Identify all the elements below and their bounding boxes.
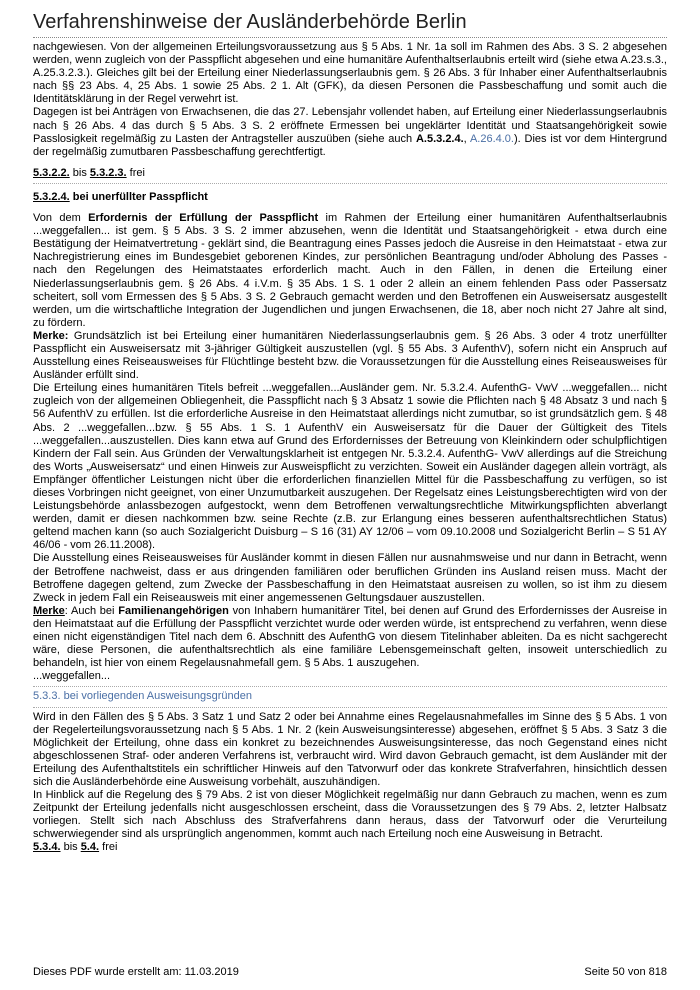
paragraph	[33, 212, 667, 330]
paragraph-text: ...weggefallen...	[33, 670, 111, 683]
section-number[interactable]: 5.3.2.4.	[33, 190, 70, 203]
section-title[interactable]: bei vorliegenden Ausweisungsgründen	[60, 690, 252, 703]
section-link[interactable]: 5.3.4.	[33, 841, 61, 854]
text: bis	[60, 841, 81, 854]
cross-reference-link[interactable]: A.5.3.2.4.	[415, 132, 464, 145]
paragraph-text: Die Erteilung eines humanitären Titels befreit ...weggefallen...Ausländer gem. Nr. 5.3.2.4. AufenthG- VwV ...weggefallen... nicht zugleich von der allgemeinen Obliegenheit, die Passpflicht nach § 3 Absatz 1 sowie die Pflichten nach § 48 Absatz 3 und nach § 56 AufenthV zu erfüllen. Ist die erforderliche Ausreise in den Heimatstaat allerdings nicht zumutbar, so ist grundsätzlich gem. § 48 Abs. 2 ...weggefallen...bzw. § 55 Abs. 1 S. 1 AufenthV ein Ausweisersatz für die Dauer der Gültigkeit des Titels ...weggefallen...auszustellen. Dies kann etwa auf Grund des Erfordernisses der Betreuung von Kleinkindern oder schulpflichtigen Kindern der Fall sein. Aus Gründen der Verwaltungsklarheit ist entgegen Nr. 5.3.2.4. AufenthG- VwV allerdings auf die Streichung des Worts „Ausweisersatz“ und einen Hinweis zur Ausweispflicht zu verzichten. Soweit ein Ausländer dagegen allein vorträgt, als Empfänger öffentlicher Leistungen nicht über die erforderlichen finanziellen Mittel für die Passbeschaffung zu verfügen, so ist dieses Vorbringen nicht geeignet, von einer Unzumutbarkeit auszugehen. Der Regelsatz eines Leistungsberechtigten wird von der Leistungsbehörde anlassbezogen aufgestockt, wenn dem Betroffenen verwaltungsrechtliche Mitwirkungspflichten abverlangt werden, damit er diesen nachkommen bzw. seine Rechte (z.B. zur Erlangung eines besseren aufenthaltsrechtlichen Status) geltend machen kann (so auch Sozialgericht Duisburg – S 16 (31) AY 12/06 – vom 09.10.2008 und Sozialgericht Berlin – S 51 AY 46/06 - vom 26.11.2008).	[33, 382, 667, 552]
paragraph-text: Die Ausstellung eines Reiseausweises für Ausländer kommt in diesen Fällen nur ausnahmsweise und nur dann in Betracht, wenn der Betroffene nachweist, dass er aus dringenden familiären oder beruflichen Gründen ins Ausland reisen muss. Macht der Betroffene dagegen geltend, zum Zwecke der Passbeschaffung in den Heimatstaat ausreisen zu wollen, so ist ihm zu diesem Zweck in jedem Fall ein Reiseausweis mit einer angemessenen Geltungsdauer auszustellen.	[33, 552, 667, 604]
section-link[interactable]: 5.3.2.2.	[33, 166, 70, 179]
section-number[interactable]: 5.3.	[33, 690, 52, 703]
text: :	[64, 604, 68, 617]
free-sections-note	[33, 167, 667, 180]
section-link[interactable]: 5.3.2.3.	[89, 166, 127, 179]
paragraph	[33, 670, 667, 683]
paragraph-text: im Rahmen der Erteilung einer humanitären Aufenthaltserlaubnis ...weggefallen... ist gem. § 5 Abs. 3 S. 2 immer abzusehen, wenn die Identität und Staatsangehörigkeit - etwa durch eine Bestätigung der Heimatvertretung - geklärt sind, die Beantragung eines Passes jedoch die Ausreise in den Heimatstaat - etwa zur Nachregistrierung eines im Bundesgebiet geborenen Kindes, zur persönlichen Beantragung und/oder Abholung des Passes - nach den Regelungen des Heimatstaates erforderlich macht. Auch in den Fällen, in denen die Erteilung einer Niederlassungserlaubnis gem. § 26 Abs. 4 i.V.m. § 35 Abs. 1 S. 1 oder 2 allein an einem fehlenden Pass oder Passersatz scheitert, soll vom Ermessen des § 5 Abs. 3 S. 2 Gebrauch gemacht werden und den Betroffenen ein Ausweisersatz ausgestellt werden, um die wirtschaftliche Integration der Jugendlichen und jungen Erwachsenen, die 18, aber noch nicht 27 Jahre alt sind, zu fördern.	[33, 212, 667, 329]
paragraph-text: Wird in den Fällen des § 5 Abs. 3 Satz 1 und Satz 2 oder bei Annahme eines Regelausnahmefalles im Sinne des § 5 Abs. 1 von der Regelerteilungsvoraussetzung nach § 5 Abs. 1 Nr. 2 (kein Ausweisungsinteresse) abgesehen, eröffnet § 5 Abs. 3 Satz 3 die Möglichkeit der Erteilung, ohne dass ein konkret zu bezeichnendes Ausweisungsinteresse, das noch Gegenstand eines nicht abgeschlossenen Straf- oder anderen Verfahrens ist, verbraucht wird. Wird davon Gebrauch gemacht, ist dem Ausländer mit der Erteilung des Aufenthaltstitels ein schriftlicher Hinweis auf den Tatvorwurf oder das konkrete Strafverfahren, hinsichtlich dessen sich die Ausländerbehörde eine Ausweisung vorbehält, auszuhändigen.	[33, 710, 667, 788]
divider	[33, 707, 667, 708]
paragraph	[33, 382, 667, 552]
text: frei	[126, 166, 145, 179]
paragraph	[33, 106, 667, 158]
cross-reference-link[interactable]: A.26.4.0.	[469, 132, 514, 145]
emphasis-text: Erfordernis der Erfüllung der Passpflicht	[88, 212, 319, 225]
note-label: Merke	[33, 604, 65, 617]
paragraph-text: Von dem	[33, 212, 89, 225]
section-link[interactable]: 5.4.	[80, 841, 100, 854]
separator: ,	[463, 132, 470, 145]
paragraph-text: Auch bei	[67, 604, 119, 617]
section-heading	[33, 191, 667, 204]
paragraph	[33, 41, 667, 106]
document-body	[33, 41, 667, 855]
text: bis	[69, 166, 90, 179]
section-title: bei unerfüllter Passpflicht	[69, 190, 208, 203]
paragraph	[33, 605, 667, 670]
paragraph-text: von Inhabern humanitärer Titel, bei denen auf Grund des Erfordernisses der Ausreise in den Heimatstaat auf die Erfüllung der Passpflicht verzichtet wurde oder werden würde, ist entsprechend zu verfahren, wenn diese einen nicht eigenständigen Titel nach dem 6. Abschnitt des AufenthG von diesem Titelinhaber ableiten. Da es nicht sachgerecht wäre, diese Personen, die aufenthaltsrechtlich als eine familiäre Lebensgemeinschaft gelten, insoweit unterschiedlich zu behandeln, ist hier von einem Regelausnahmefall gem. § 5 Abs. 1 auszugehen.	[33, 604, 667, 670]
paragraph	[33, 789, 667, 841]
paragraph	[33, 330, 667, 382]
note-label: Merke:	[33, 329, 69, 342]
paragraph	[33, 711, 667, 790]
divider	[33, 183, 667, 184]
text: frei	[99, 841, 118, 854]
footer-page-number: Seite 50 von 818	[584, 966, 667, 978]
paragraph-text: nachgewiesen. Von der allgemeinen Erteilungsvoraussetzung aus § 5 Abs. 1 Nr. 1a soll im Rahmen des Abs. 3 S. 2 abgesehen werden, wenn zugleich von der Passpflicht abgesehen und eine humanitäre Aufenthaltserlaubnis erteilt wird (siehe etwa A.23.s.3., A.25.3.2.3.). Gleiches gilt bei der Erteilung einer Niederlassungserlaubnis gem. § 26 Abs. 3 für Inhaber einer Aufenthaltserlaubnis nach §§ 23 Abs. 4, 25 Abs. 1 sowie 25 Abs. 2 1. Alt (GFK), da diesen Personen die Passbeschaffung und somit auch die Identitätsklärung in der Regel verwehrt ist.	[33, 41, 667, 106]
paragraph-text: Grundsätzlich ist bei Erteilung einer humanitären Niederlassungserlaubnis gem. § 26 Abs. 3 oder 4 trotz unerfüllter Passpflicht ein Ausweisersatz mit 3-jähriger Gültigkeit auszustellen (vgl. § 55 Abs. 3 AufenthV), sofern nicht ein Anspruch auf Ausstellung eines Reiseausweises für Flüchtlinge besteht bzw. die Voraussetzungen für die Ausstellung eines Reiseausweises für Ausländer erfüllt sind.	[33, 329, 667, 382]
free-sections-note	[33, 841, 667, 854]
page-title: Verfahrenshinweise der Ausländerbehörde Berlin	[33, 9, 667, 38]
paragraph-text: ). Dies ist vor dem Hintergrund der regelmäßig zumutbaren Passbeschaffung gerechtfertigt.	[33, 132, 667, 158]
section-heading	[33, 690, 667, 703]
section-number-suffix[interactable]: 3.	[51, 690, 61, 703]
emphasis-text: Familienangehörigen	[118, 604, 229, 617]
paragraph-text: In Hinblick auf die Regelung des § 79 Abs. 2 ist von dieser Möglichkeit regelmäßig nur dann Gebrauch zu machen, wenn es zum Zeitpunkt der Erteilung jedenfalls nicht ausgeschlossen erscheint, dass die Voraussetzungen des § 79 Abs. 2, letzter Halbsatz vorliegen. Stellt sich nach Abschluss des Strafverfahrens dann heraus, dass der Tatvorwurf oder die Verurteilung schwerwiegender sind als ursprünglich angenommen, kommt auch nach Erteilung noch eine Ausweisung in Betracht.	[33, 789, 667, 841]
divider	[33, 686, 667, 687]
paragraph	[33, 552, 667, 604]
paragraph-text: Dagegen ist bei Anträgen von Erwachsenen, die das 27. Lebensjahr vollendet haben, auf Erteilung einer Niederlassungserlaubnis nach § 26 Abs. 4 das durch § 5 Abs. 3 S. 2 eröffnete Ermessen bei ungeklärter Identität und Staatsangehörigkeit sowie Passlosigkeit regelmäßig zu Lasten der Antragsteller auszuüben (siehe auch	[33, 106, 667, 145]
footer-created-date: Dieses PDF wurde erstellt am: 11.03.2019	[33, 966, 239, 978]
